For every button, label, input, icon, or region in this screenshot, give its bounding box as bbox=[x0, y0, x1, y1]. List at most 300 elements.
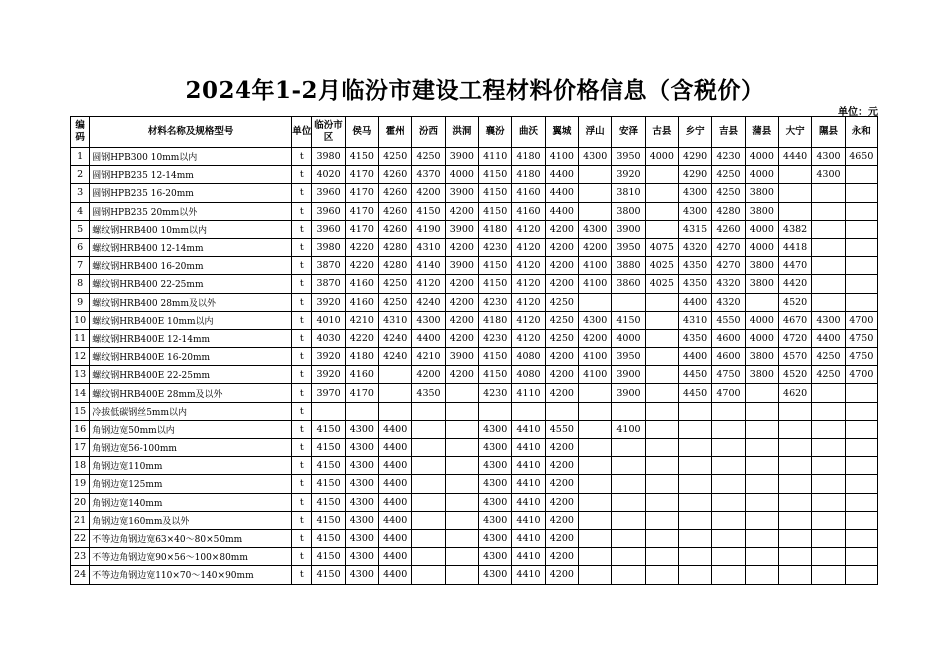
price-cell bbox=[612, 457, 645, 475]
price-cell bbox=[712, 493, 745, 511]
price-cell bbox=[745, 566, 778, 584]
price-cell: 4150 bbox=[479, 275, 512, 293]
price-cell: 4300 bbox=[345, 457, 378, 475]
price-cell bbox=[678, 548, 711, 566]
price-cell: 4150 bbox=[312, 493, 345, 511]
price-cell: 4410 bbox=[512, 457, 545, 475]
header-region: 翼城 bbox=[545, 117, 578, 148]
price-cell: 4100 bbox=[579, 348, 612, 366]
price-cell bbox=[745, 511, 778, 529]
price-cell bbox=[812, 238, 845, 256]
price-cell: 4250 bbox=[545, 329, 578, 347]
price-cell: 3800 bbox=[612, 202, 645, 220]
price-cell: 4270 bbox=[712, 257, 745, 275]
price-cell: 4150 bbox=[479, 257, 512, 275]
price-cell: 3920 bbox=[312, 348, 345, 366]
table-row bbox=[71, 511, 878, 529]
row-unit: t bbox=[292, 184, 312, 202]
price-cell: 4520 bbox=[778, 366, 811, 384]
price-cell: 4650 bbox=[845, 148, 877, 166]
price-cell: 4250 bbox=[545, 293, 578, 311]
price-cell: 4200 bbox=[545, 548, 578, 566]
price-cell bbox=[645, 166, 678, 184]
material-name: 角钢边宽56-100mm bbox=[90, 439, 292, 457]
price-cell: 4150 bbox=[312, 457, 345, 475]
price-cell bbox=[645, 493, 678, 511]
price-cell bbox=[712, 529, 745, 547]
price-cell: 4400 bbox=[545, 166, 578, 184]
price-cell: 4700 bbox=[712, 384, 745, 402]
price-cell: 4250 bbox=[545, 311, 578, 329]
price-cell: 4410 bbox=[512, 439, 545, 457]
material-name: 螺纹钢HRB400 28mm及以外 bbox=[90, 293, 292, 311]
price-cell: 3800 bbox=[745, 202, 778, 220]
price-cell bbox=[512, 402, 545, 420]
price-cell bbox=[379, 384, 412, 402]
price-cell: 3900 bbox=[445, 348, 478, 366]
price-cell bbox=[778, 166, 811, 184]
price-cell bbox=[778, 475, 811, 493]
table-row bbox=[71, 457, 878, 475]
table-row bbox=[71, 384, 878, 402]
price-cell: 4600 bbox=[712, 348, 745, 366]
row-number: 13 bbox=[71, 366, 90, 384]
header-region: 襄汾 bbox=[479, 117, 512, 148]
header-region: 安泽 bbox=[612, 117, 645, 148]
price-cell: 4382 bbox=[778, 220, 811, 238]
price-cell: 4160 bbox=[345, 293, 378, 311]
price-cell: 4280 bbox=[379, 238, 412, 256]
price-cell bbox=[678, 511, 711, 529]
material-name: 角钢边宽50mm以内 bbox=[90, 420, 292, 438]
row-number: 18 bbox=[71, 457, 90, 475]
price-cell bbox=[745, 475, 778, 493]
price-cell bbox=[845, 548, 877, 566]
price-cell bbox=[445, 439, 478, 457]
price-cell: 4300 bbox=[479, 548, 512, 566]
price-cell: 4200 bbox=[412, 366, 445, 384]
table-row bbox=[71, 402, 878, 420]
price-cell: 4120 bbox=[512, 311, 545, 329]
price-cell: 4000 bbox=[745, 329, 778, 347]
price-cell bbox=[445, 475, 478, 493]
price-cell: 3900 bbox=[445, 257, 478, 275]
price-cell: 3900 bbox=[445, 220, 478, 238]
price-cell: 4240 bbox=[379, 329, 412, 347]
price-cell: 4150 bbox=[312, 439, 345, 457]
price-cell bbox=[579, 548, 612, 566]
price-cell: 4120 bbox=[512, 257, 545, 275]
price-cell: 4290 bbox=[678, 166, 711, 184]
table-row bbox=[71, 329, 878, 347]
price-cell bbox=[678, 402, 711, 420]
price-cell bbox=[479, 402, 512, 420]
table-row bbox=[71, 493, 878, 511]
price-cell: 3810 bbox=[612, 184, 645, 202]
price-cell: 3960 bbox=[312, 202, 345, 220]
price-cell bbox=[645, 475, 678, 493]
price-cell: 4350 bbox=[678, 329, 711, 347]
price-cell: 4230 bbox=[479, 293, 512, 311]
price-cell: 4120 bbox=[412, 275, 445, 293]
price-cell: 4180 bbox=[512, 148, 545, 166]
row-number: 15 bbox=[71, 402, 90, 420]
price-cell: 3950 bbox=[612, 148, 645, 166]
table-row bbox=[71, 439, 878, 457]
price-cell: 3900 bbox=[445, 148, 478, 166]
price-cell: 4300 bbox=[345, 548, 378, 566]
price-cell: 4300 bbox=[479, 475, 512, 493]
price-cell bbox=[579, 420, 612, 438]
price-cell bbox=[445, 420, 478, 438]
header-region: 蒲县 bbox=[745, 117, 778, 148]
price-cell bbox=[645, 384, 678, 402]
price-cell bbox=[812, 402, 845, 420]
price-cell bbox=[745, 457, 778, 475]
price-cell bbox=[678, 566, 711, 584]
price-cell bbox=[579, 457, 612, 475]
table-row bbox=[71, 238, 878, 256]
price-cell: 3800 bbox=[745, 257, 778, 275]
price-cell: 4250 bbox=[812, 348, 845, 366]
row-number: 1 bbox=[71, 148, 90, 166]
price-cell: 4450 bbox=[678, 384, 711, 402]
price-cell bbox=[712, 457, 745, 475]
price-cell: 4400 bbox=[678, 293, 711, 311]
price-cell bbox=[745, 402, 778, 420]
price-cell bbox=[379, 402, 412, 420]
price-cell bbox=[678, 420, 711, 438]
row-unit: t bbox=[292, 493, 312, 511]
row-unit: t bbox=[292, 238, 312, 256]
price-cell: 3900 bbox=[612, 220, 645, 238]
price-cell: 4440 bbox=[778, 148, 811, 166]
price-cell: 4150 bbox=[612, 311, 645, 329]
price-cell bbox=[579, 529, 612, 547]
price-cell: 4250 bbox=[379, 275, 412, 293]
price-cell bbox=[745, 548, 778, 566]
price-cell bbox=[812, 511, 845, 529]
price-cell bbox=[812, 257, 845, 275]
price-cell: 3920 bbox=[312, 293, 345, 311]
price-cell bbox=[678, 439, 711, 457]
price-cell: 4700 bbox=[845, 366, 877, 384]
header-no: 编码 bbox=[71, 117, 90, 148]
row-unit: t bbox=[292, 548, 312, 566]
price-cell bbox=[645, 402, 678, 420]
price-cell bbox=[645, 311, 678, 329]
table-row bbox=[71, 148, 878, 166]
price-cell: 4300 bbox=[479, 439, 512, 457]
price-cell: 4150 bbox=[312, 511, 345, 529]
price-cell bbox=[845, 439, 877, 457]
price-cell: 4170 bbox=[345, 184, 378, 202]
material-name: 螺纹钢HRB400E 16-20mm bbox=[90, 348, 292, 366]
table-row bbox=[71, 548, 878, 566]
price-cell: 4418 bbox=[778, 238, 811, 256]
price-cell: 4230 bbox=[479, 238, 512, 256]
price-cell: 4200 bbox=[545, 366, 578, 384]
header-unit: 单位 bbox=[292, 117, 312, 148]
price-cell: 4150 bbox=[312, 529, 345, 547]
price-cell: 3800 bbox=[745, 275, 778, 293]
price-cell: 4420 bbox=[778, 275, 811, 293]
price-cell: 4300 bbox=[479, 529, 512, 547]
price-cell bbox=[845, 293, 877, 311]
price-cell: 4600 bbox=[712, 329, 745, 347]
price-cell: 4410 bbox=[512, 475, 545, 493]
price-cell: 3900 bbox=[612, 366, 645, 384]
price-cell: 4160 bbox=[345, 275, 378, 293]
price-cell bbox=[812, 202, 845, 220]
row-unit: t bbox=[292, 384, 312, 402]
price-cell: 4300 bbox=[345, 529, 378, 547]
price-cell bbox=[778, 511, 811, 529]
row-unit: t bbox=[292, 166, 312, 184]
header-region: 汾西 bbox=[412, 117, 445, 148]
price-cell: 4200 bbox=[545, 238, 578, 256]
row-unit: t bbox=[292, 257, 312, 275]
price-cell bbox=[612, 493, 645, 511]
material-name: 角钢边宽125mm bbox=[90, 475, 292, 493]
price-table bbox=[70, 116, 878, 585]
price-cell: 4400 bbox=[379, 439, 412, 457]
price-cell bbox=[845, 420, 877, 438]
price-cell bbox=[812, 384, 845, 402]
price-cell: 4300 bbox=[812, 148, 845, 166]
price-cell: 4150 bbox=[412, 202, 445, 220]
price-cell: 3920 bbox=[312, 366, 345, 384]
price-cell bbox=[579, 566, 612, 584]
price-cell bbox=[645, 529, 678, 547]
price-cell: 4150 bbox=[479, 366, 512, 384]
price-cell bbox=[812, 439, 845, 457]
price-cell bbox=[845, 511, 877, 529]
price-cell bbox=[712, 420, 745, 438]
price-cell bbox=[579, 402, 612, 420]
price-cell bbox=[645, 329, 678, 347]
price-cell: 4310 bbox=[412, 238, 445, 256]
price-cell: 4520 bbox=[778, 293, 811, 311]
price-cell bbox=[845, 529, 877, 547]
price-cell bbox=[678, 475, 711, 493]
price-cell: 4410 bbox=[512, 493, 545, 511]
header-region: 霍州 bbox=[379, 117, 412, 148]
price-cell: 4300 bbox=[479, 457, 512, 475]
price-cell: 4150 bbox=[312, 475, 345, 493]
unit-note: 单位：元 bbox=[838, 107, 878, 118]
price-cell: 4200 bbox=[412, 184, 445, 202]
row-number: 5 bbox=[71, 220, 90, 238]
price-cell: 3950 bbox=[612, 238, 645, 256]
price-cell bbox=[612, 511, 645, 529]
price-cell: 3980 bbox=[312, 148, 345, 166]
price-cell: 4300 bbox=[345, 566, 378, 584]
price-cell bbox=[379, 366, 412, 384]
row-unit: t bbox=[292, 348, 312, 366]
table-row bbox=[71, 166, 878, 184]
table-row bbox=[71, 420, 878, 438]
price-cell bbox=[812, 220, 845, 238]
price-cell: 4200 bbox=[579, 329, 612, 347]
price-cell: 4300 bbox=[678, 202, 711, 220]
row-unit: t bbox=[292, 220, 312, 238]
price-cell: 4670 bbox=[778, 311, 811, 329]
price-cell: 3800 bbox=[745, 184, 778, 202]
material-name: 圆钢HPB235 20mm以外 bbox=[90, 202, 292, 220]
price-cell: 4100 bbox=[545, 148, 578, 166]
price-cell bbox=[612, 439, 645, 457]
price-cell bbox=[579, 293, 612, 311]
header-region: 大宁 bbox=[778, 117, 811, 148]
material-name: 冷拔低碳钢丝5mm以内 bbox=[90, 402, 292, 420]
price-cell: 4025 bbox=[645, 257, 678, 275]
price-cell: 4300 bbox=[678, 184, 711, 202]
price-cell: 4290 bbox=[678, 148, 711, 166]
price-cell bbox=[778, 420, 811, 438]
price-cell: 4370 bbox=[412, 166, 445, 184]
price-cell: 4170 bbox=[345, 166, 378, 184]
price-cell: 4240 bbox=[379, 348, 412, 366]
price-cell bbox=[645, 202, 678, 220]
price-cell: 4150 bbox=[479, 202, 512, 220]
price-cell: 4310 bbox=[678, 311, 711, 329]
price-cell: 4400 bbox=[379, 529, 412, 547]
price-cell bbox=[445, 548, 478, 566]
price-cell: 4200 bbox=[545, 511, 578, 529]
table-row bbox=[71, 348, 878, 366]
price-cell: 4220 bbox=[345, 238, 378, 256]
price-cell: 4300 bbox=[345, 475, 378, 493]
price-cell: 4000 bbox=[745, 220, 778, 238]
price-cell bbox=[645, 566, 678, 584]
price-cell bbox=[845, 275, 877, 293]
price-cell bbox=[712, 566, 745, 584]
table-row bbox=[71, 275, 878, 293]
price-cell: 4110 bbox=[479, 148, 512, 166]
price-cell bbox=[579, 475, 612, 493]
price-cell: 4200 bbox=[545, 475, 578, 493]
price-cell bbox=[845, 238, 877, 256]
price-cell bbox=[745, 420, 778, 438]
row-number: 3 bbox=[71, 184, 90, 202]
price-cell bbox=[545, 402, 578, 420]
row-number: 8 bbox=[71, 275, 90, 293]
price-cell bbox=[412, 566, 445, 584]
price-cell bbox=[612, 548, 645, 566]
price-cell: 4230 bbox=[712, 148, 745, 166]
price-cell: 4220 bbox=[345, 257, 378, 275]
price-cell bbox=[645, 457, 678, 475]
price-cell: 4410 bbox=[512, 566, 545, 584]
price-cell bbox=[812, 529, 845, 547]
price-cell bbox=[612, 475, 645, 493]
row-number: 10 bbox=[71, 311, 90, 329]
price-cell: 4200 bbox=[545, 457, 578, 475]
material-name: 圆钢HPB300 10mm以内 bbox=[90, 148, 292, 166]
price-cell bbox=[678, 457, 711, 475]
row-number: 14 bbox=[71, 384, 90, 402]
price-cell: 4200 bbox=[445, 293, 478, 311]
price-cell: 4400 bbox=[545, 202, 578, 220]
price-cell bbox=[412, 475, 445, 493]
price-cell: 4400 bbox=[545, 184, 578, 202]
price-cell: 4230 bbox=[479, 384, 512, 402]
price-cell: 4110 bbox=[512, 384, 545, 402]
price-cell: 4220 bbox=[345, 329, 378, 347]
price-cell bbox=[645, 511, 678, 529]
header-region: 古县 bbox=[645, 117, 678, 148]
price-cell: 4410 bbox=[512, 548, 545, 566]
header-region: 曲沃 bbox=[512, 117, 545, 148]
price-cell: 3920 bbox=[612, 166, 645, 184]
price-cell: 3900 bbox=[445, 184, 478, 202]
price-cell bbox=[312, 402, 345, 420]
price-cell: 4170 bbox=[345, 202, 378, 220]
price-cell: 4030 bbox=[312, 329, 345, 347]
price-cell: 4450 bbox=[678, 366, 711, 384]
price-cell: 4200 bbox=[545, 566, 578, 584]
price-cell: 4100 bbox=[579, 366, 612, 384]
price-cell: 3860 bbox=[612, 275, 645, 293]
row-unit: t bbox=[292, 202, 312, 220]
material-name: 螺纹钢HRB400 16-20mm bbox=[90, 257, 292, 275]
price-cell: 4100 bbox=[579, 257, 612, 275]
price-cell bbox=[745, 493, 778, 511]
price-cell bbox=[612, 402, 645, 420]
price-cell: 4150 bbox=[479, 348, 512, 366]
price-cell: 4250 bbox=[412, 148, 445, 166]
price-cell: 4280 bbox=[379, 257, 412, 275]
price-cell: 4300 bbox=[479, 511, 512, 529]
price-cell: 4300 bbox=[345, 420, 378, 438]
price-cell: 4150 bbox=[312, 566, 345, 584]
price-cell bbox=[812, 420, 845, 438]
price-cell: 4260 bbox=[379, 202, 412, 220]
price-cell: 3870 bbox=[312, 275, 345, 293]
table-body bbox=[71, 148, 878, 585]
price-cell: 4320 bbox=[712, 293, 745, 311]
row-number: 2 bbox=[71, 166, 90, 184]
price-cell bbox=[778, 439, 811, 457]
price-cell: 4120 bbox=[512, 220, 545, 238]
price-cell: 3960 bbox=[312, 220, 345, 238]
row-number: 11 bbox=[71, 329, 90, 347]
price-cell bbox=[845, 184, 877, 202]
price-cell: 4230 bbox=[479, 329, 512, 347]
price-cell: 4120 bbox=[512, 329, 545, 347]
price-cell: 4550 bbox=[712, 311, 745, 329]
material-name: 角钢边宽110mm bbox=[90, 457, 292, 475]
header-name: 材料名称及规格型号 bbox=[90, 117, 292, 148]
price-cell bbox=[845, 202, 877, 220]
price-cell: 4400 bbox=[379, 511, 412, 529]
price-cell bbox=[645, 548, 678, 566]
price-cell bbox=[412, 457, 445, 475]
price-cell bbox=[845, 384, 877, 402]
price-cell: 4240 bbox=[412, 293, 445, 311]
price-cell bbox=[845, 457, 877, 475]
price-cell: 4120 bbox=[512, 293, 545, 311]
price-cell bbox=[812, 293, 845, 311]
price-cell: 4160 bbox=[345, 366, 378, 384]
price-cell: 4300 bbox=[345, 439, 378, 457]
price-cell: 4410 bbox=[512, 529, 545, 547]
table-row bbox=[71, 184, 878, 202]
price-cell: 4150 bbox=[312, 420, 345, 438]
row-unit: t bbox=[292, 511, 312, 529]
price-cell: 4300 bbox=[579, 220, 612, 238]
